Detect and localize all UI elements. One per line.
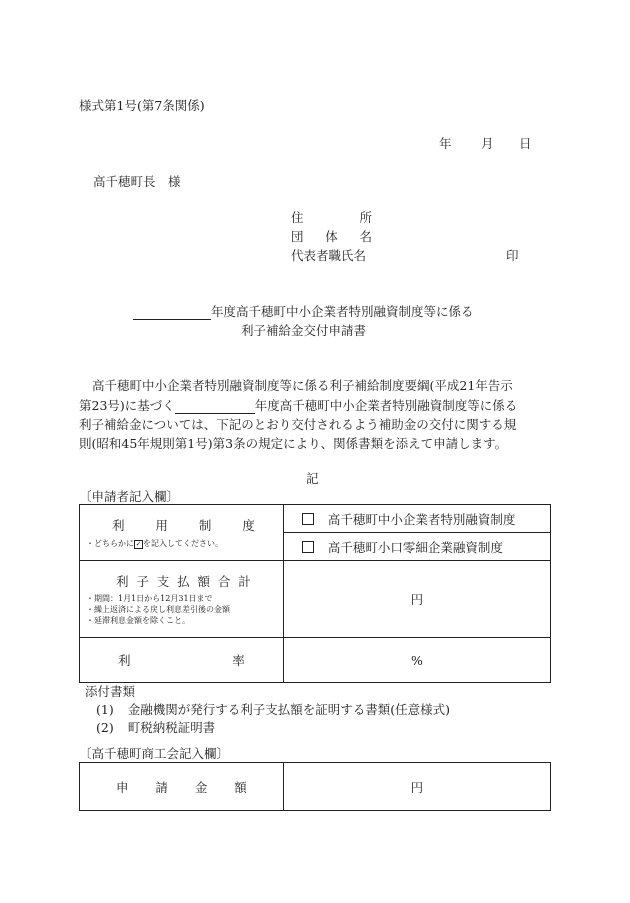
usage-system-cell: [80, 505, 284, 561]
applicant-section-heading: 〔申請者記入欄〕: [79, 489, 180, 504]
date-day: 日: [519, 136, 532, 151]
rate-value-cell[interactable]: [283, 638, 550, 683]
interest-total-value-cell[interactable]: [283, 561, 550, 638]
check-sample-icon: ✓: [135, 539, 142, 548]
address-label: 住 所: [291, 210, 372, 225]
body-line-2: 第23号)に基づく 年度高千穂町中小企業者特別融資制度等に係る: [79, 398, 518, 413]
option-checkbox-2[interactable]: [302, 541, 314, 553]
option-label-1: 高千穂町中小企業者特別融資制度: [327, 511, 516, 527]
attachments-heading: 添付書類: [85, 684, 136, 699]
body-line-3: 利子補給金については、下記のとおり交付されるよう補助金の交付に関する規: [79, 417, 517, 432]
chamber-section-heading: 〔高千穂町商工会記入欄〕: [79, 746, 230, 761]
amount-label-cell: [80, 763, 284, 811]
interest-notes: ・期間：1月1日から12月31日まで ・繰上返済による戻し利息差引後の金額 ・延滞利息金額を除くこと。: [86, 594, 230, 625]
rate-label: 利 率: [118, 653, 245, 668]
amount-unit: 円: [410, 779, 424, 795]
usage-system-label: 利 用 制 度: [112, 518, 255, 533]
body-line-4: 則(昭和45年規則第1号)第3条の規定により、関係書類を添えて申請します。: [79, 436, 508, 451]
group-name-label: 団 体 名: [291, 229, 372, 244]
usage-system-note: ・どちらかに ✓ を記入してください。: [86, 539, 223, 548]
attachment-item-2: (2) 町税納税証明書: [96, 720, 216, 735]
rate-label-cell: [80, 638, 284, 683]
rate-unit: %: [410, 652, 423, 668]
seal-mark: 印: [506, 248, 519, 263]
addressee: 高千穂町長 様: [93, 174, 181, 189]
amount-value-cell[interactable]: [283, 763, 550, 811]
attachment-item-1: (1) 金融機関が発行する利子支払額を証明する書類(任意様式): [96, 702, 450, 717]
amount-label: 申 請 金 額: [116, 779, 247, 795]
date-year: 年: [439, 136, 452, 151]
option-checkbox-1[interactable]: [302, 513, 314, 525]
ki-marker: 記: [306, 471, 319, 486]
option-cell-2: [283, 533, 550, 561]
date-month: 月: [481, 136, 494, 151]
document-title-line2: 利子補給金交付申請書: [241, 323, 367, 338]
form-number: 様式第1号(第7条関係): [79, 98, 205, 113]
interest-total-label: 利 子 支 払 額 合 計: [116, 574, 251, 589]
year-blank: [133, 319, 211, 320]
representative-label: 代表者職氏名: [291, 248, 367, 263]
interest-total-label-cell: [80, 561, 284, 638]
body-line-1: 高千穂町中小企業者特別融資制度等に係る利子補給制度要綱(平成21年告示: [92, 378, 513, 393]
interest-unit: 円: [410, 592, 424, 607]
applicant-table: [79, 504, 551, 683]
document-title-line1: 年度高千穂町中小企業者特別融資制度等に係る: [133, 302, 474, 320]
chamber-table: [79, 762, 551, 811]
option-cell-1: [283, 505, 550, 533]
year-blank-2: [175, 413, 255, 414]
option-label-2: 高千穂町小口零細企業融資制度: [327, 539, 503, 555]
